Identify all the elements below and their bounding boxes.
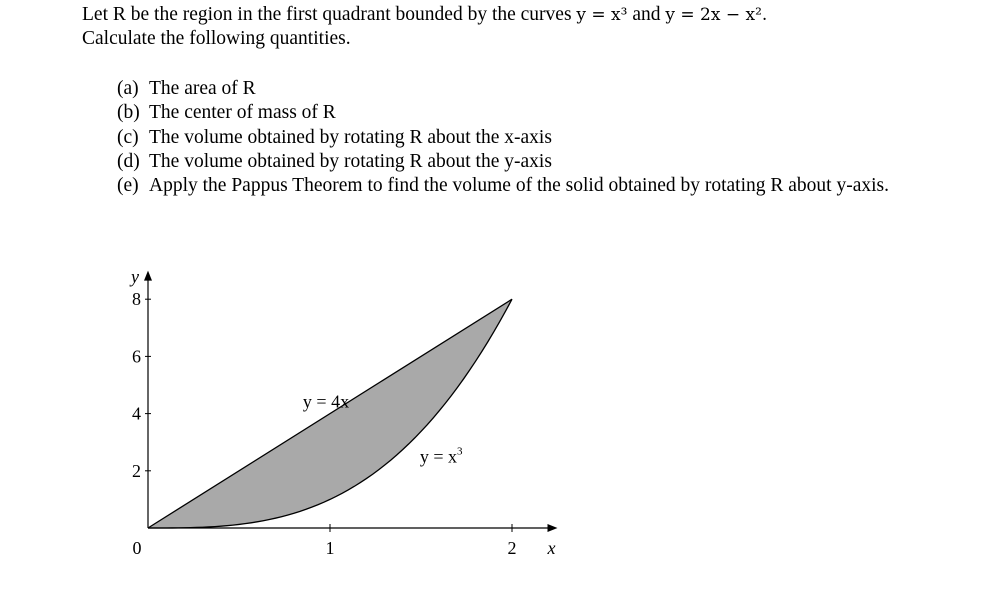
x-axis-label: x xyxy=(547,538,556,558)
task-label: (a) xyxy=(117,78,139,99)
y-tick-label: 4 xyxy=(132,403,141,424)
problem-intro-line xyxy=(82,3,962,27)
annotation-superscript: 3 xyxy=(457,445,463,458)
task-text: The volume obtained by rotating R about the y-axis xyxy=(149,150,552,172)
curve1-equation: y = x³ xyxy=(576,5,628,25)
task-label: (d) xyxy=(117,150,140,172)
task-item xyxy=(117,126,917,150)
task-text: The volume obtained by rotating R about the x-axis xyxy=(149,126,552,148)
x-tick-label: 2 xyxy=(507,538,517,558)
y-tick-label: 2 xyxy=(132,460,141,481)
region-figure xyxy=(100,255,580,585)
x-axis-arrow xyxy=(548,524,558,532)
task-list xyxy=(117,77,917,198)
x-tick-label: 0 xyxy=(132,538,142,558)
task-label: (b) xyxy=(117,102,140,124)
annotation-cubic-label: $y = x^3$ xyxy=(419,445,463,467)
y-axis-label: y xyxy=(131,266,139,287)
instruction-text: Calculate the following quantities. xyxy=(82,28,351,49)
task-item xyxy=(117,174,917,198)
x-tick-label: 1 xyxy=(325,538,335,558)
task-label: (c) xyxy=(117,126,139,148)
y-tick-label: 8 xyxy=(132,289,141,310)
task-text: The center of mass of R xyxy=(149,102,336,124)
intro-text: Let R be the region in the first quadrant bounded by the curves xyxy=(82,4,572,25)
y-axis-arrow xyxy=(144,271,152,281)
curve2-equation: y = 2x − x². xyxy=(665,5,768,25)
region-chart xyxy=(100,255,580,585)
task-text: Apply the Pappus Theorem to find the volume of the solid obtained by rotating R about y-axis. xyxy=(149,175,889,197)
task-label: (e) xyxy=(117,175,139,197)
task-item xyxy=(117,101,917,125)
joiner-text: and xyxy=(632,4,661,25)
task-item xyxy=(117,150,917,174)
y-tick-label: 6 xyxy=(132,346,141,367)
problem-statement xyxy=(82,3,962,51)
annotation-line-label: y = 4x xyxy=(302,391,350,412)
task-item xyxy=(117,77,917,101)
task-text: The area of R xyxy=(149,78,256,99)
